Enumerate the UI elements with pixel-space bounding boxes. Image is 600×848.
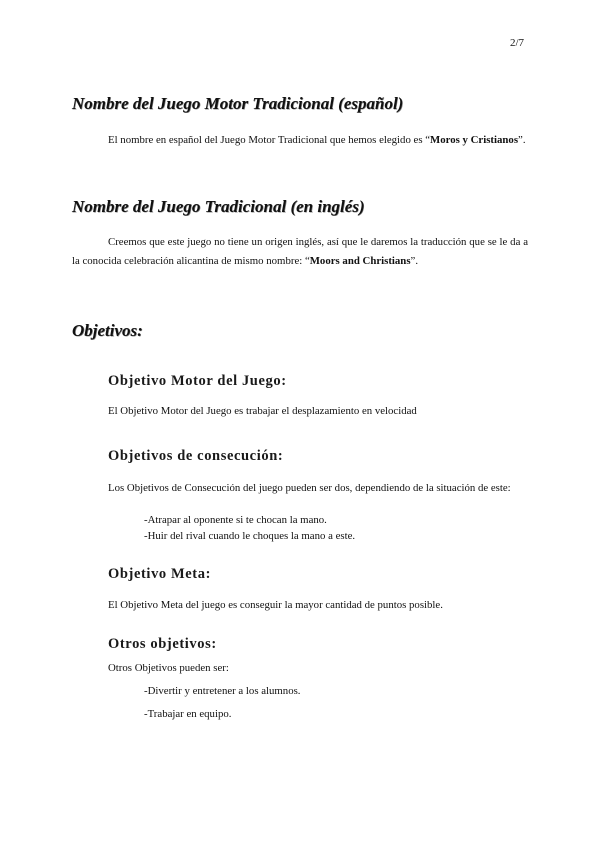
spanish-name-end: ”. — [518, 134, 526, 146]
paragraph-english-name — [72, 233, 528, 271]
heading-goal-objective: Objetivo Meta: — [108, 566, 212, 582]
achievement-intro: Los Objetivos de Consecución del juego pueden ser dos, dependiendo de la situación de este: — [108, 482, 511, 494]
other-objective-item-1: -Divertir y entretener a los alumnos. — [144, 685, 301, 697]
other-objective-item-2: -Trabajar en equipo. — [144, 708, 232, 720]
english-name-text: Creemos que este juego no tiene un origen inglés, así que le daremos la traducción que se le da a la conocida celebración alicantina de mismo nombre: “ — [72, 236, 528, 267]
heading-other-objectives: Otros objetivos: — [108, 636, 217, 652]
achievement-item-2: -Huir del rival cuando le choques la mano a este. — [144, 530, 356, 542]
achievement-item-1: -Atrapar al oponente si te chocan la mano. — [144, 514, 327, 526]
motor-objective-text: El Objetivo Motor del Juego es trabajar el desplazamiento en velocidad — [108, 405, 417, 417]
goal-objective-text: El Objetivo Meta del juego es conseguir la mayor cantidad de puntos posible. — [108, 599, 443, 611]
spanish-name-bold: Moros y Cristianos — [430, 134, 519, 146]
spanish-name-text: El nombre en español del Juego Motor Tradicional que hemos elegido es “ — [108, 134, 431, 146]
heading-motor-objective: Objetivo Motor del Juego: — [108, 373, 287, 389]
heading-achievement-objectives: Objetivos de consecución: — [108, 448, 284, 464]
heading-spanish-name: Nombre del Juego Motor Tradicional (español) — [72, 94, 404, 113]
heading-english-name: Nombre del Juego Tradicional (en inglés) — [72, 197, 365, 216]
heading-objectives: Objetivos: — [72, 321, 143, 340]
page-number: 2/7 — [510, 37, 525, 49]
other-objectives-intro: Otros Objetivos pueden ser: — [108, 662, 229, 674]
english-name-bold: Moors and Christians — [309, 255, 411, 267]
paragraph-spanish-name — [72, 131, 528, 150]
english-name-end: ”. — [410, 255, 419, 267]
